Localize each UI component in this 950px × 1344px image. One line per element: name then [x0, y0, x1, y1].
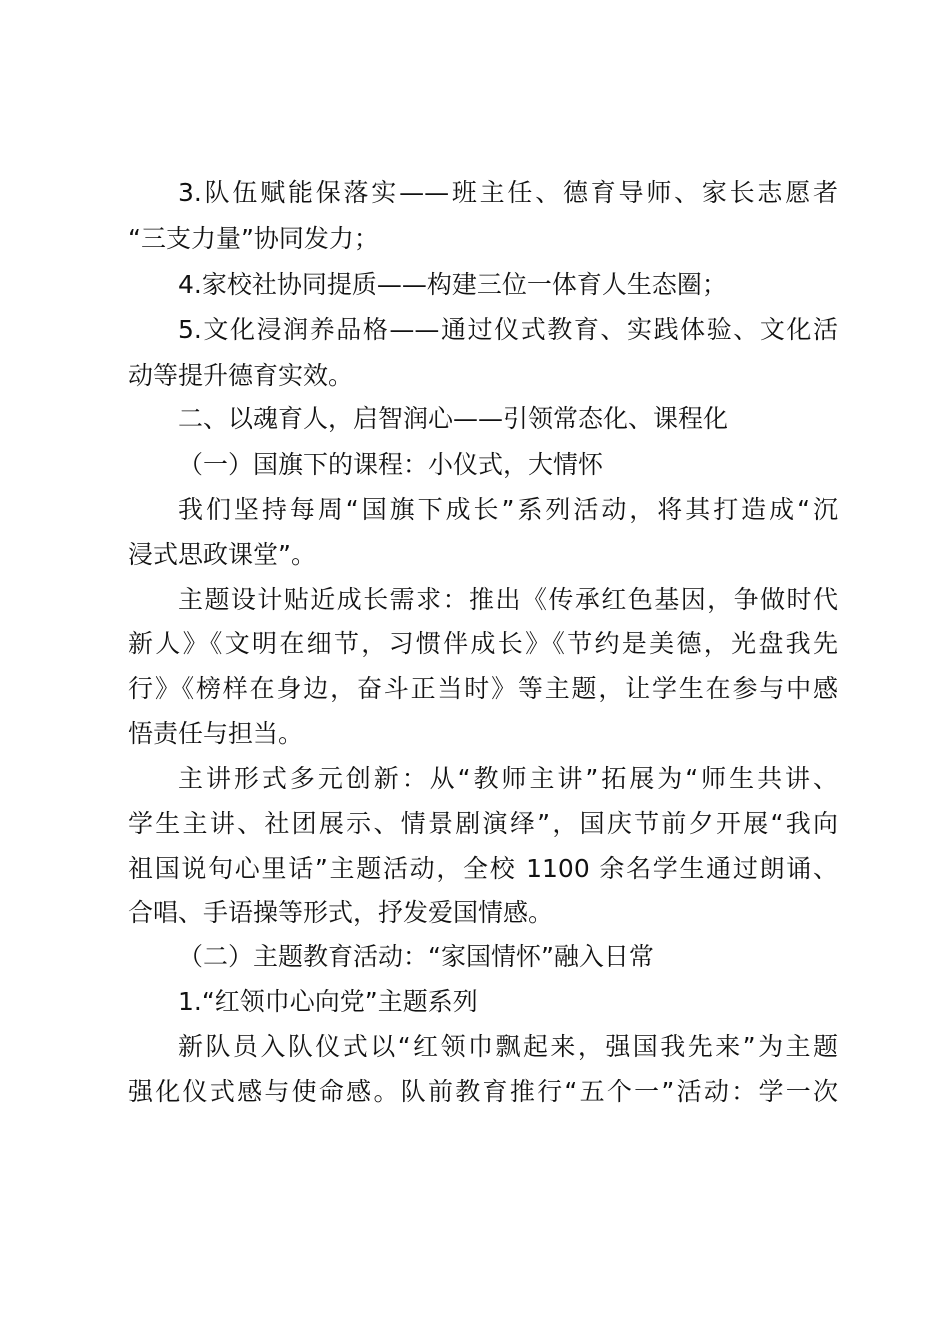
text-line: 3.队伍赋能保落实——班主任、德育导师、家长志愿者 — [178, 178, 838, 207]
text-line: 主题设计贴近成长需求：推出《传承红色基因，争做时代 — [178, 585, 838, 614]
subsection-heading: （一）国旗下的课程：小仪式，大情怀 — [178, 450, 604, 479]
text-line: 4.家校社协同提质——构建三位一体育人生态圈； — [178, 270, 727, 299]
subsection-heading: （二）主题教育活动：“家国情怀”融入日常 — [178, 942, 654, 971]
text-line: 悟责任与担当。 — [128, 719, 304, 748]
text-line: 主讲形式多元创新：从“教师主讲”拓展为“师生共讲、 — [178, 764, 838, 793]
text-line: 5.文化浸润养品格——通过仪式教育、实践体验、文化活 — [178, 315, 838, 344]
text-line: “三支力量”协同发力； — [128, 224, 379, 253]
text-line: 新队员入队仪式以“红领巾飘起来，强国我先来”为主题 — [178, 1032, 838, 1061]
text-line: 动等提升德育实效。 — [128, 361, 354, 390]
text-line: 祖国说句心里话”主题活动，全校 1100 余名学生通过朗诵、 — [128, 854, 838, 883]
text-line: 合唱、手语操等形式，抒发爱国情感。 — [128, 898, 554, 927]
section-heading: 二、以魂育人，启智润心——引领常态化、课程化 — [178, 404, 729, 433]
text-line: 浸式思政课堂”。 — [128, 540, 316, 569]
text-line: 强化仪式感与使命感。队前教育推行“五个一”活动：学一次 — [128, 1077, 838, 1106]
text-line: 我们坚持每周“国旗下成长”系列活动，将其打造成“沉 — [178, 495, 838, 524]
text-line: 新人》《文明在细节，习惯伴成长》《节约是美德，光盘我先 — [128, 629, 838, 658]
item-heading: 1.“红领巾心向党”主题系列 — [178, 987, 478, 1016]
text-line: 学生主讲、社团展示、情景剧演绎”，国庆节前夕开展“我向 — [128, 809, 838, 838]
text-line: 行》《榜样在身边，奋斗正当时》等主题，让学生在参与中感 — [128, 674, 838, 703]
